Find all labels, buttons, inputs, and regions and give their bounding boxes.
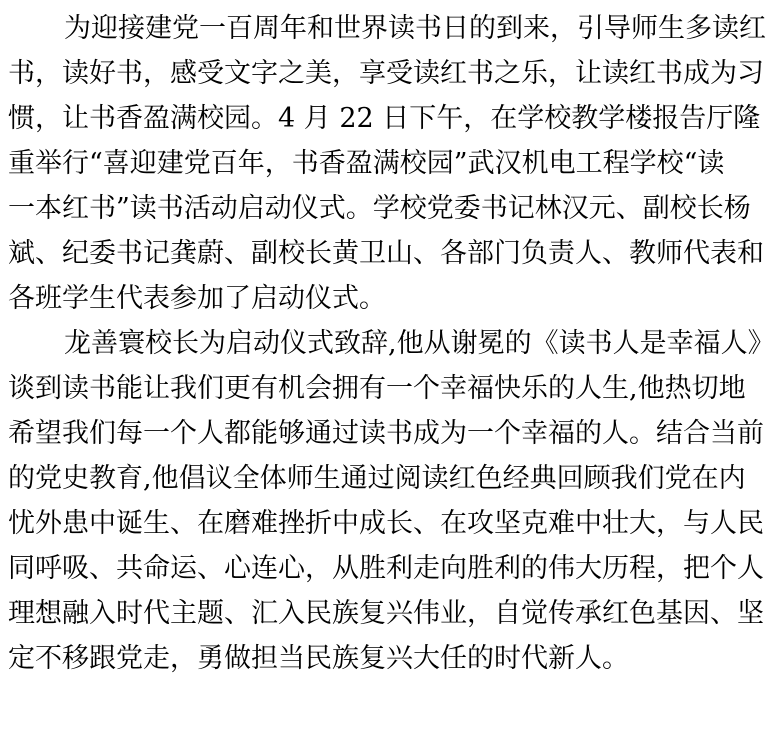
text-line: 定不移跟党走，勇做担当民族复兴大任的时代新人。: [8, 643, 629, 674]
text-line: 龙善寰校长为启动仪式致辞,他从谢冕的《读书人是幸福人》: [64, 328, 775, 359]
text-line: 书，读好书，感受文字之美，享受读红书之乐，让读红书成为习: [8, 58, 764, 89]
text-line: 的党史教育,他倡议全体师生通过阅读红色经典回顾我们党在内: [8, 463, 746, 494]
text-line: 斌、纪委书记龚蔚、副校长黄卫山、各部门负责人、教师代表和: [8, 238, 764, 269]
text-line: 重举行“喜迎建党百年，书香盈满校园”武汉机电工程学校“读: [8, 148, 725, 179]
text-line: 一本红书”读书活动启动仪式。学校党委书记林汉元、副校长杨: [8, 193, 751, 224]
text-line: 同呼吸、共命运、心连心，从胜利走向胜利的伟大历程，把个人: [8, 553, 764, 584]
text-line: 忧外患中诞生、在磨难挫折中成长、在攻坚克难中壮大，与人民: [8, 508, 764, 539]
text-line: 希望我们每一个人都能够通过读书成为一个幸福的人。结合当前: [8, 418, 764, 449]
text-line: 理想融入时代主题、汇入民族复兴伟业，自觉传承红色基因、坚: [8, 598, 764, 629]
text-line: 谈到读书能让我们更有机会拥有一个幸福快乐的人生,他热切地: [8, 373, 746, 404]
text-line: 各班学生代表参加了启动仪式。: [8, 283, 386, 314]
paragraph-principal-speech: [8, 321, 775, 681]
text-line: 惯，让书香盈满校园。4 月 22 日下午，在学校教学楼报告厅隆: [8, 103, 761, 134]
text-line: 为迎接建党一百周年和世界读书日的到来，引导师生多读红: [64, 13, 766, 44]
paragraph-reading-event: [8, 6, 766, 321]
